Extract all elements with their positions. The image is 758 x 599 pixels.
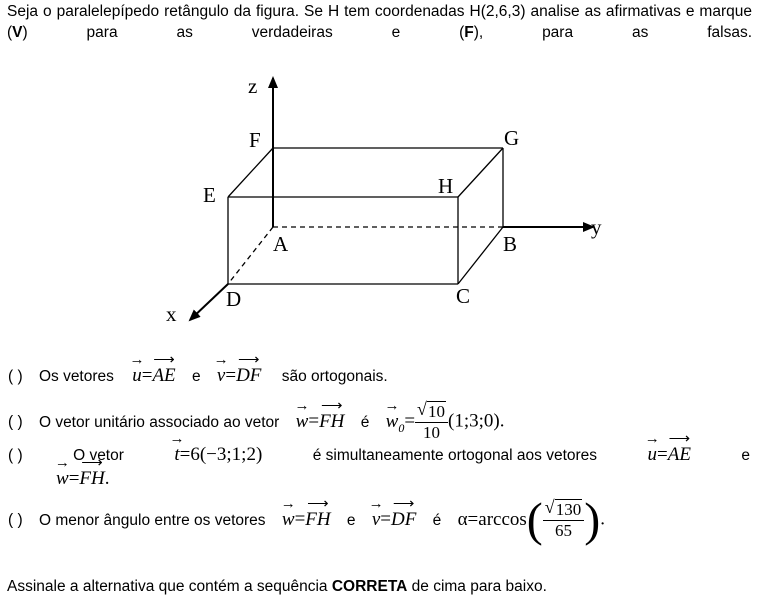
vector-AE: ⟶ AE xyxy=(668,444,691,465)
answer-blank-4[interactable]: ( ) xyxy=(8,511,23,529)
statement-3-text: O vetor xyxy=(73,447,124,464)
label-G: G xyxy=(504,126,520,150)
statement-2: ( ) O vetor unitário associado ao vetor → w=⟶ FH é → $w_0=$ √ 10 10 (1;3;0). xyxy=(8,402,505,443)
vector-DF: ⟶ DF xyxy=(391,509,416,530)
x-axis xyxy=(190,284,228,320)
vector-FH: ⟶ FH xyxy=(305,509,330,530)
label-x: x xyxy=(166,302,177,326)
fraction-sqrt10-over-10: √ 10 10 xyxy=(415,402,448,443)
edge-C-B xyxy=(458,227,503,284)
vector-FH: ⟶ FH xyxy=(319,411,344,432)
label-z: z xyxy=(248,74,258,98)
edge-A-D xyxy=(228,227,273,284)
label-A: A xyxy=(273,232,289,256)
closing-bold-word: CORRETA xyxy=(331,578,408,595)
statement-1-text: Os vetores xyxy=(38,368,114,385)
vector-w0: → $w_0$ xyxy=(386,411,405,432)
vector-w: → w xyxy=(282,509,295,530)
alpha-arccos: α=arccos xyxy=(457,508,527,530)
label-D: D xyxy=(226,287,242,311)
vector-DF: ⟶ DF xyxy=(236,365,261,386)
vector-w: → w xyxy=(56,468,69,489)
fraction-sqrt130-over-65: √ 130 65 xyxy=(543,500,585,541)
vector-w: → w xyxy=(296,411,309,432)
label-C: C xyxy=(456,284,471,308)
vector-AE: ⟶ AE xyxy=(152,365,175,386)
statement-4: ( ) O menor ângulo entre os vetores → w=⟶ FH e → v=⟶ DF é α=arccos( √ 130 65 ). xyxy=(8,500,605,541)
label-F: F xyxy=(249,128,261,152)
intro-f-label: F xyxy=(464,24,474,41)
statement-3: ( ) O vetor → t=6(−3;1;2) é simultaneamente ortogonal aos vetores → u=⟶ AE e → w=⟶ FH. xyxy=(8,445,750,490)
answer-blank-3[interactable]: ( ) xyxy=(8,447,23,464)
label-H: H xyxy=(438,174,454,198)
intro-v-label: V xyxy=(12,24,23,41)
vector-FH: ⟶ FH xyxy=(79,468,104,489)
vector-v: → v xyxy=(372,509,380,530)
intro-text-1: Seja o paralelepípedo retângulo da figura. Se H tem coordenadas H(2,6,3) analise as afirmativas e marque ( xyxy=(7,3,752,41)
statement-4-text: O menor ângulo entre os vetores xyxy=(38,511,266,529)
edge-G-H xyxy=(458,148,503,197)
label-B: B xyxy=(503,232,518,256)
statement-1: ( ) Os vetores → u=⟶ AE e → v=⟶ DF são ortogonais. xyxy=(8,366,388,387)
edge-F-E xyxy=(228,148,273,197)
vector-t: → t xyxy=(174,444,179,465)
closing-instruction: Assinale a alternativa que contém a sequência CORRETA de cima para baixo. xyxy=(7,578,547,595)
vector-u: → u xyxy=(132,365,142,386)
vector-u: → u xyxy=(648,444,658,465)
label-y: y xyxy=(591,215,602,239)
vector-v: → v xyxy=(217,365,225,386)
statement-2-text: O vetor unitário associado ao vetor xyxy=(38,413,280,431)
answer-blank-1[interactable]: ( ) xyxy=(8,368,23,385)
label-E: E xyxy=(203,183,216,207)
intro-text-3: ), para as falsas. xyxy=(473,24,753,41)
answer-blank-2[interactable]: ( ) xyxy=(8,413,23,431)
intro-text-2: ) para as verdadeiras e ( xyxy=(22,24,465,41)
